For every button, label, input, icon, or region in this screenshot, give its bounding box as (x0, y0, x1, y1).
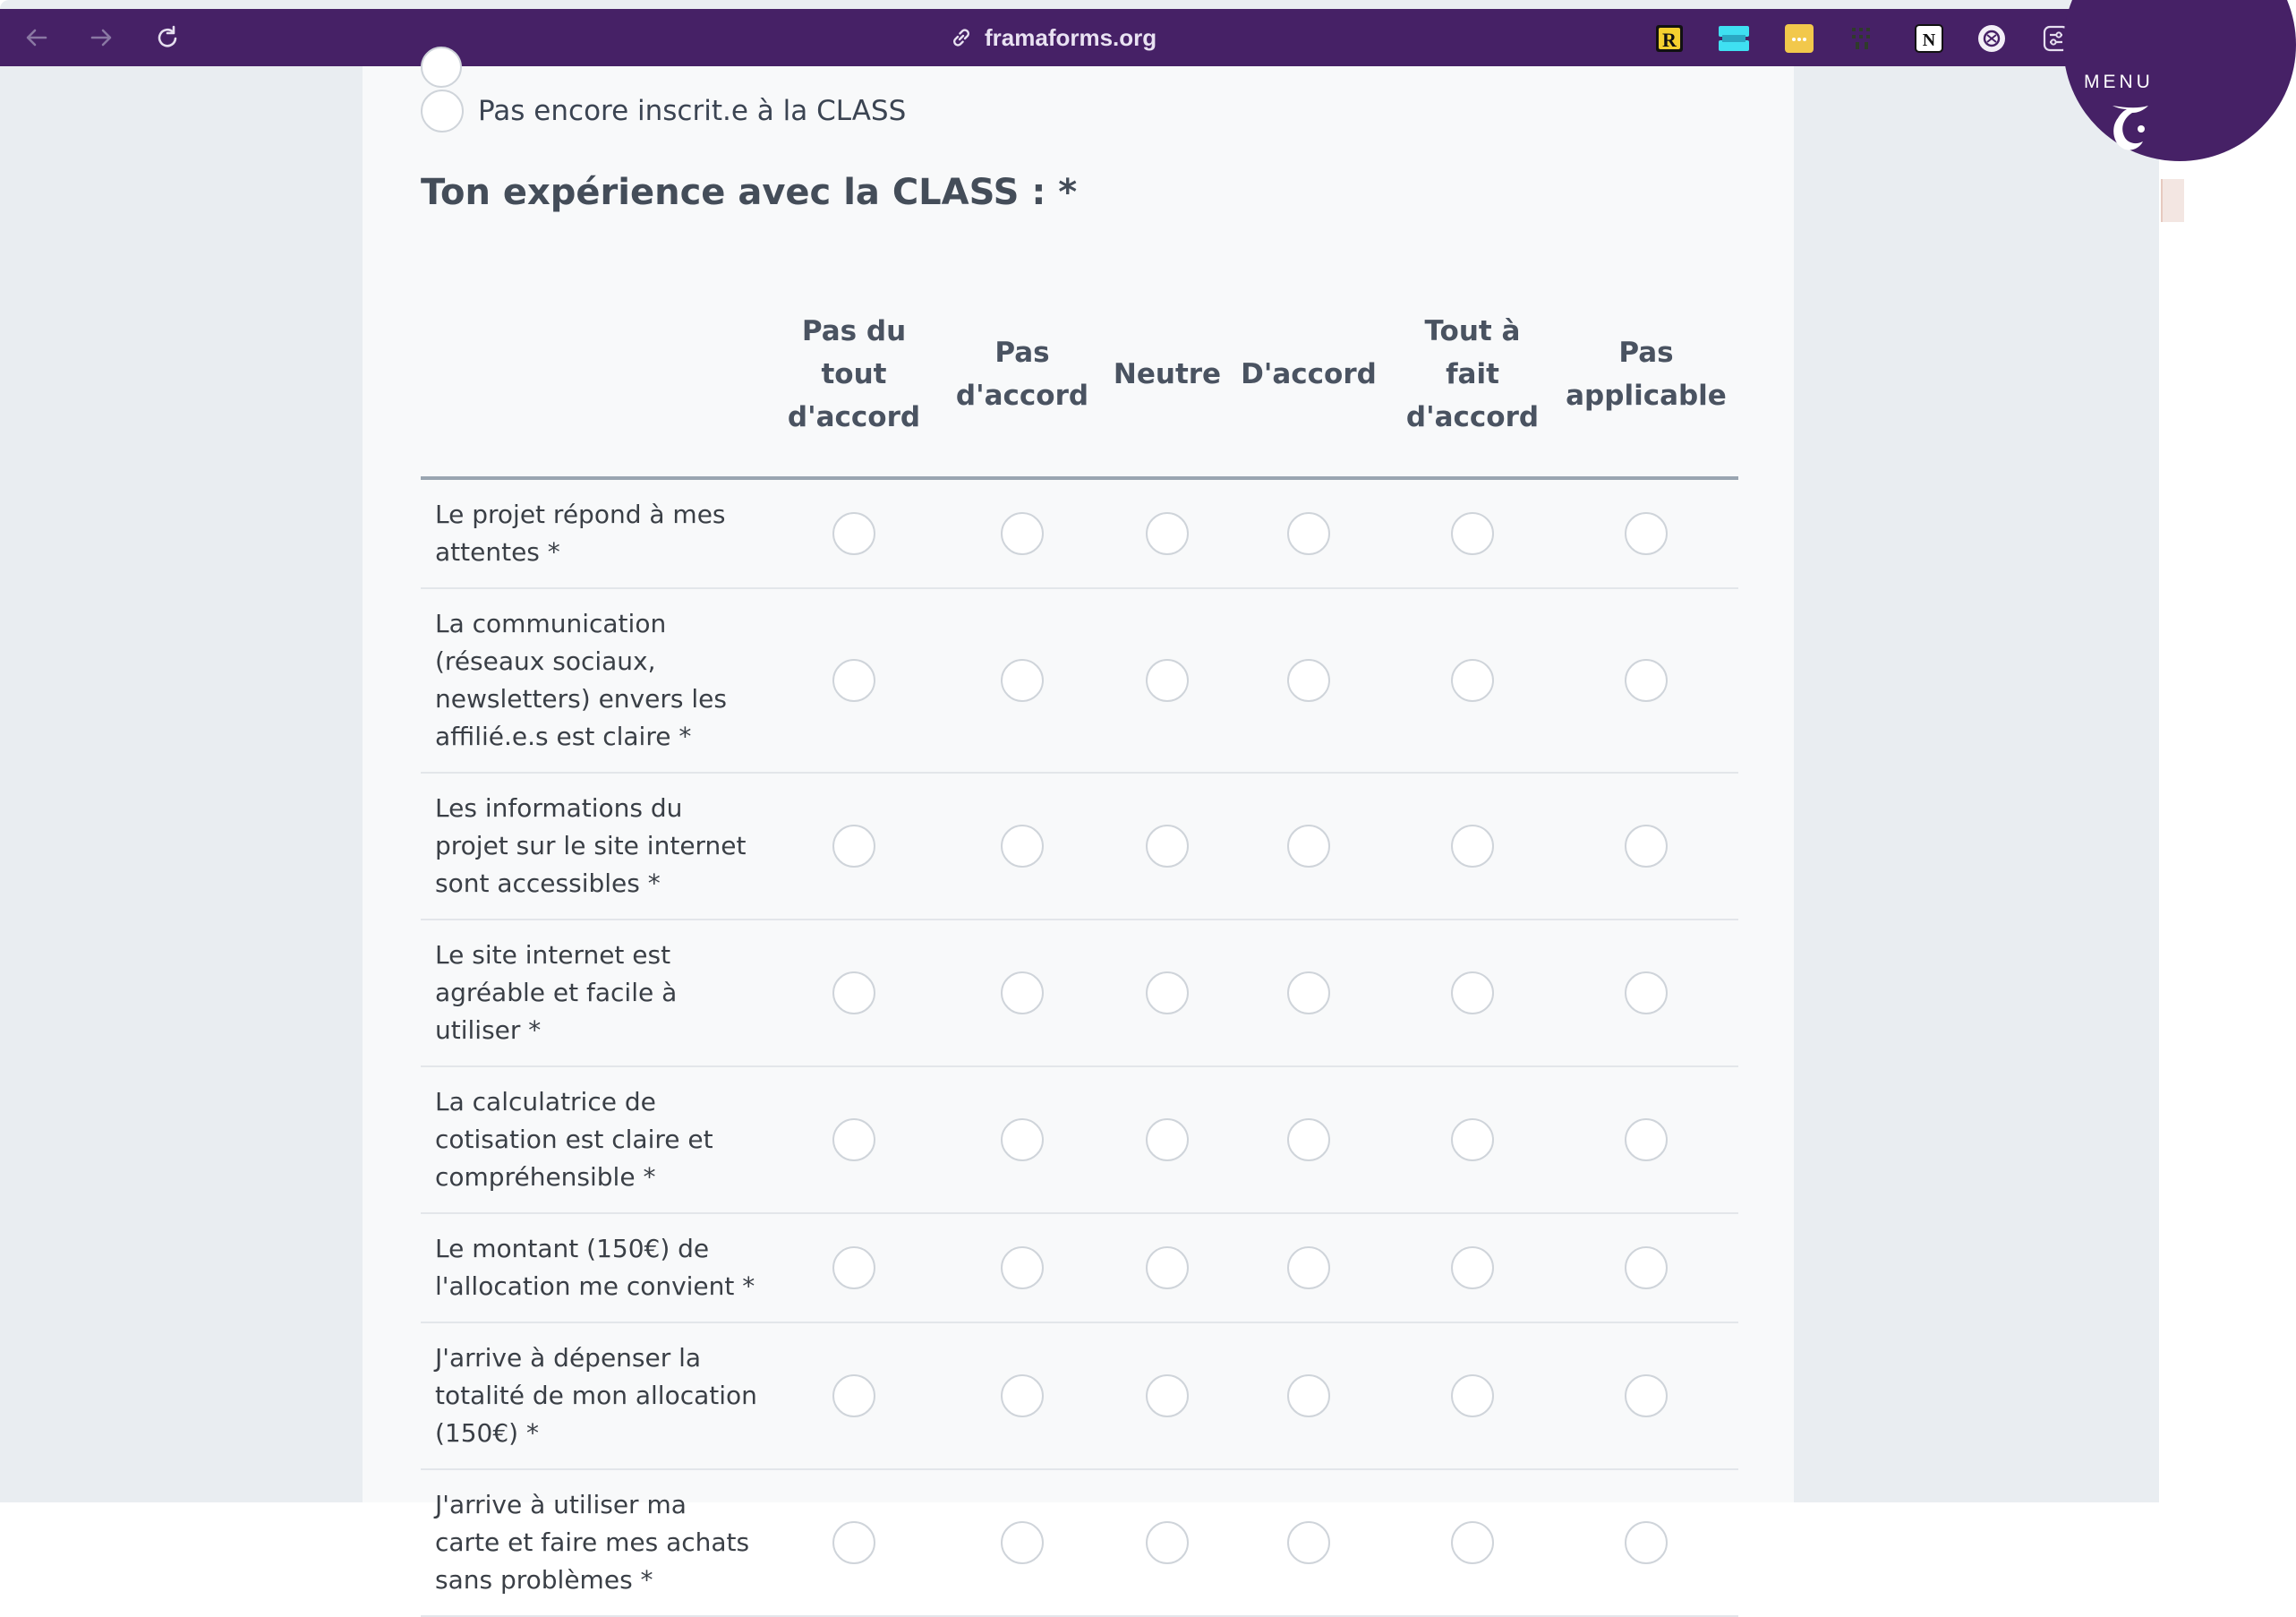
chatgpt-icon[interactable] (1976, 23, 2007, 54)
radio-option[interactable] (1287, 1118, 1330, 1161)
address-bar[interactable] (949, 9, 1157, 66)
table-row (421, 1066, 1738, 1213)
likert-matrix (421, 272, 1738, 1617)
radio-option[interactable] (1146, 659, 1189, 702)
radio-option[interactable] (832, 971, 875, 1014)
section-title: Ton expérience avec la CLASS : * (421, 172, 1078, 213)
form-panel (363, 66, 1794, 1595)
radio-option[interactable] (1001, 971, 1044, 1014)
link-icon (949, 25, 974, 50)
radio-option[interactable] (1146, 512, 1189, 555)
table-row (421, 588, 1738, 773)
table-row (421, 920, 1738, 1066)
question-label: La calculatrice de cotisation est claire et compréhensible * (421, 1066, 772, 1213)
column-header-empty (421, 272, 772, 478)
column-header: Pas du tout d'accord (772, 272, 936, 478)
radio-option[interactable] (1146, 1118, 1189, 1161)
back-button[interactable] (14, 9, 59, 66)
reload-button[interactable] (145, 9, 190, 66)
question-label: Les informations du projet sur le site internet sont accessibles * (421, 773, 772, 920)
svg-text:N: N (1922, 30, 1936, 50)
radio-option[interactable] (1287, 512, 1330, 555)
question-label: J'arrive à dépenser la totalité de mon allocation (150€) * (421, 1322, 772, 1469)
previous-option-radio[interactable] (421, 47, 462, 88)
table-row (421, 478, 1738, 588)
radio-option[interactable] (1287, 825, 1330, 868)
url-text: framaforms.org (985, 23, 1157, 51)
window-edge (2159, 0, 2184, 1502)
framasoft-logo-icon (2102, 97, 2159, 156)
radio-option[interactable] (1001, 1118, 1044, 1161)
column-header: Pas applicable (1554, 272, 1738, 478)
radio-option[interactable] (832, 1374, 875, 1417)
radio-option[interactable] (832, 659, 875, 702)
menu-label[interactable]: MENU (2084, 72, 2154, 92)
radio-option[interactable] (1625, 659, 1668, 702)
grid-extension-icon[interactable] (1848, 23, 1878, 54)
radio-option[interactable] (1001, 659, 1044, 702)
radio-option[interactable] (832, 1118, 875, 1161)
radio-option[interactable] (1146, 1521, 1189, 1564)
radio-option[interactable] (1625, 971, 1668, 1014)
radio-option[interactable] (1146, 825, 1189, 868)
column-header: Pas d'accord (936, 272, 1108, 478)
option-radio[interactable] (421, 90, 464, 133)
table-row (421, 773, 1738, 920)
readwise-icon[interactable] (1654, 23, 1685, 54)
edge-accent (2161, 179, 2184, 222)
radio-option[interactable] (1001, 512, 1044, 555)
table-row (421, 1213, 1738, 1322)
radio-option[interactable] (1451, 659, 1494, 702)
radio-option[interactable] (1001, 1521, 1044, 1564)
radio-option[interactable] (1287, 1246, 1330, 1289)
column-header: Tout à fait d'accord (1391, 272, 1554, 478)
radio-option[interactable] (1625, 1374, 1668, 1417)
radio-option[interactable] (1451, 825, 1494, 868)
radio-option[interactable] (1001, 825, 1044, 868)
notion-icon[interactable] (1914, 23, 1944, 54)
radio-option[interactable] (1451, 1246, 1494, 1289)
radio-option[interactable] (1146, 971, 1189, 1014)
radio-option[interactable] (1451, 971, 1494, 1014)
browser-toolbar (0, 9, 2159, 66)
radio-option[interactable] (832, 825, 875, 868)
question-label: Le projet répond à mes attentes * (421, 478, 772, 588)
radio-option[interactable] (1146, 1246, 1189, 1289)
svg-text:R: R (1662, 29, 1677, 51)
radio-option[interactable] (1625, 1118, 1668, 1161)
question-label: La communication (réseaux sociaux, newsletters) envers les affilié.e.s est claire * (421, 588, 772, 773)
arrow-right-icon (88, 24, 115, 51)
stack-icon[interactable] (1719, 23, 1749, 54)
radio-option[interactable] (832, 512, 875, 555)
radio-option[interactable] (832, 1521, 875, 1564)
radio-option[interactable] (1625, 825, 1668, 868)
column-header: Neutre (1108, 272, 1226, 478)
radio-option[interactable] (1146, 1374, 1189, 1417)
dots-extension-icon[interactable] (1784, 23, 1814, 54)
radio-option[interactable] (1287, 1521, 1330, 1564)
radio-option[interactable] (1451, 1118, 1494, 1161)
table-row (421, 1322, 1738, 1469)
radio-option[interactable] (832, 1246, 875, 1289)
radio-option[interactable] (1001, 1374, 1044, 1417)
radio-option[interactable] (1451, 1374, 1494, 1417)
question-label: J'arrive à utiliser ma carte et faire mes achats sans problèmes * (421, 1469, 772, 1616)
table-row (421, 1469, 1738, 1616)
radio-option[interactable] (1625, 1246, 1668, 1289)
question-label: Le montant (150€) de l'allocation me convient * (421, 1213, 772, 1322)
radio-option[interactable] (1625, 512, 1668, 555)
column-header: D'accord (1226, 272, 1391, 478)
arrow-left-icon (23, 24, 50, 51)
reload-icon (153, 23, 182, 52)
radio-option[interactable] (1287, 971, 1330, 1014)
radio-option[interactable] (1287, 1374, 1330, 1417)
matrix-header-row (421, 272, 1738, 478)
radio-option[interactable] (1625, 1521, 1668, 1564)
radio-option[interactable] (1451, 1521, 1494, 1564)
question-label: Le site internet est agréable et facile à utiliser * (421, 920, 772, 1066)
option-not-registered[interactable] (421, 90, 906, 133)
option-label: Pas encore inscrit.e à la CLASS (478, 95, 907, 127)
radio-option[interactable] (1001, 1246, 1044, 1289)
radio-option[interactable] (1287, 659, 1330, 702)
forward-button[interactable] (79, 9, 124, 66)
radio-option[interactable] (1451, 512, 1494, 555)
